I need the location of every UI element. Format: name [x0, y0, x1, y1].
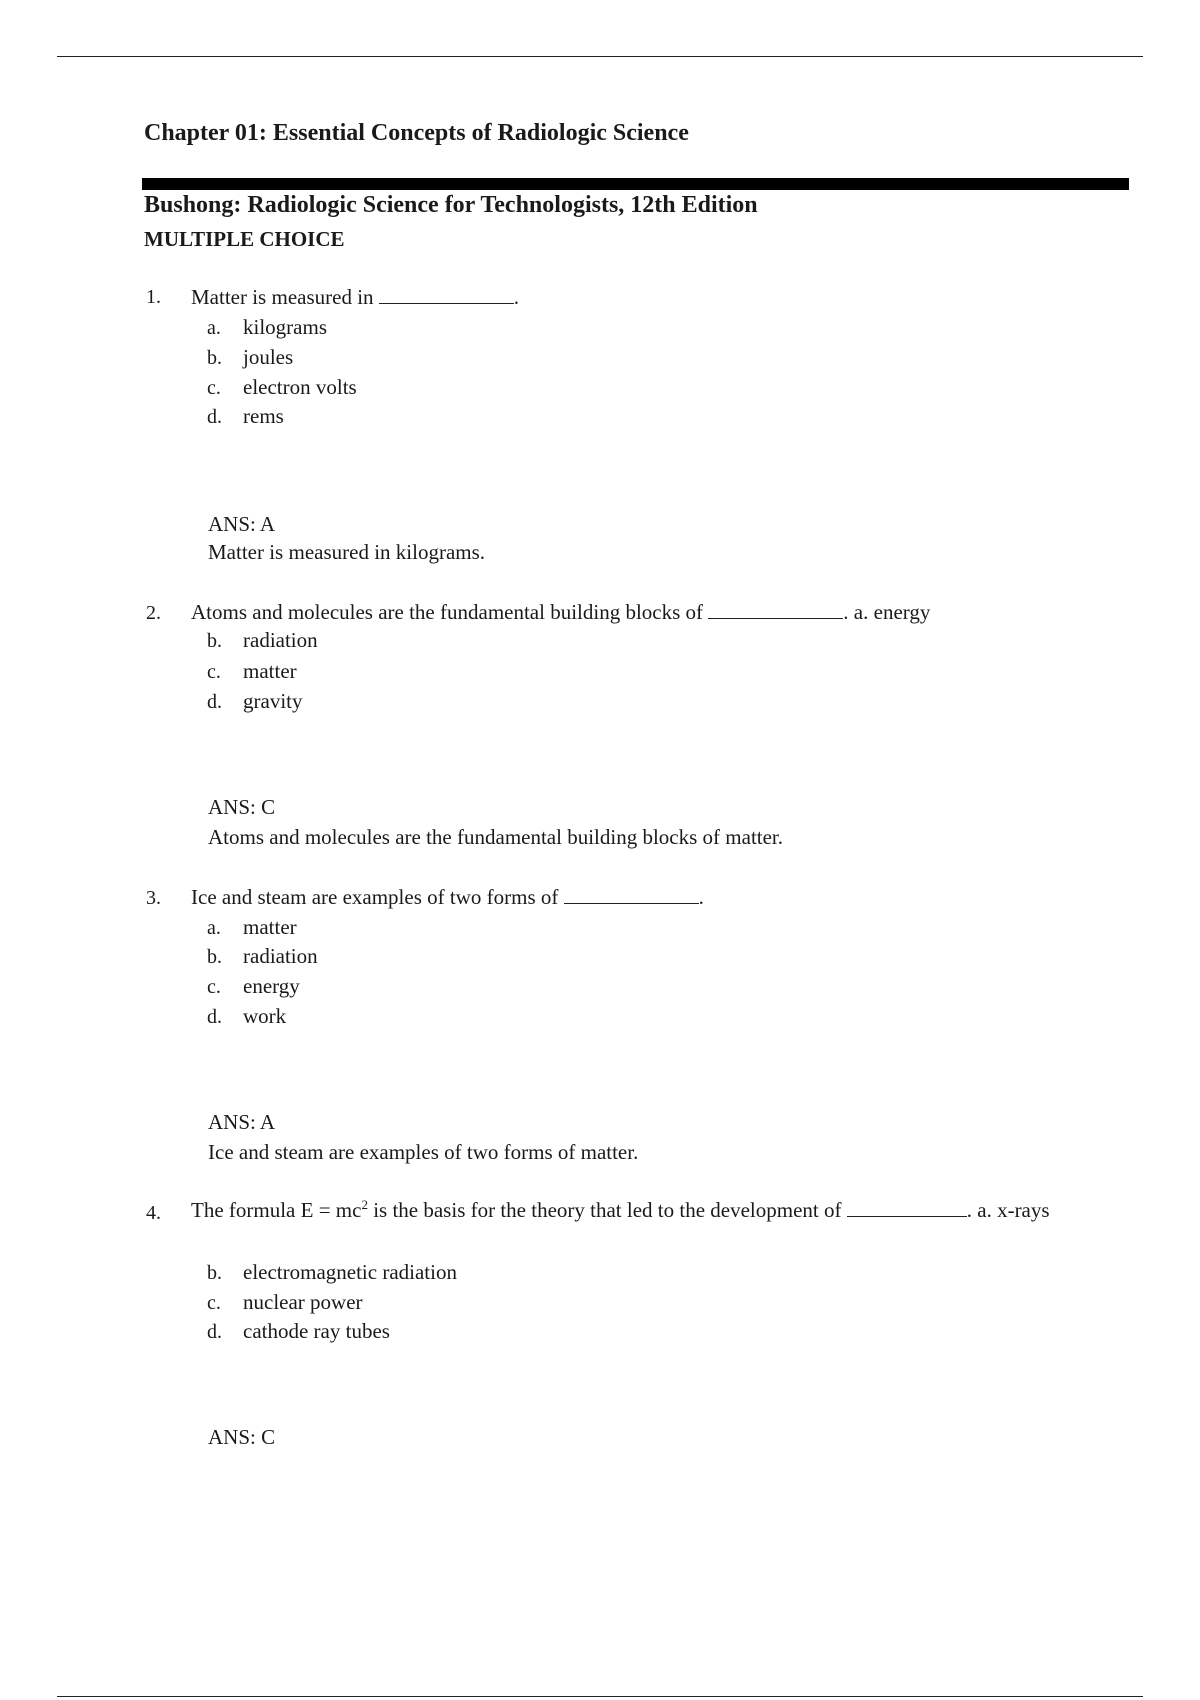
option-letter: d. — [207, 1321, 222, 1343]
option-text: gravity — [243, 689, 303, 713]
answer-rationale: Ice and steam are examples of two forms of matter. — [208, 1140, 639, 1164]
option-text: energy — [243, 974, 300, 998]
option-letter: d. — [207, 691, 222, 713]
answer-blank — [847, 1199, 967, 1217]
option-letter: c. — [207, 377, 221, 399]
question-number: 3. — [146, 887, 161, 909]
option-letter: b. — [207, 946, 222, 968]
answer-blank — [708, 601, 843, 619]
answer-rationale: Matter is measured in kilograms. — [208, 540, 486, 564]
option-text: electromagnetic radiation — [243, 1260, 457, 1284]
stem-text: . — [698, 885, 704, 909]
question-stem — [191, 600, 930, 625]
title-divider-bar — [142, 178, 1129, 190]
stem-text: The formula E = mc — [191, 1198, 362, 1222]
answer-key: ANS: A — [208, 512, 276, 536]
stem-text: is the basis for the theory that led to the development of — [367, 1198, 847, 1222]
option-text: radiation — [243, 944, 318, 968]
option-letter: b. — [207, 1262, 222, 1284]
question-number: 1. — [146, 286, 161, 308]
option-text: rems — [243, 404, 284, 428]
option-letter: d. — [207, 406, 222, 428]
option-text: matter — [243, 915, 297, 939]
option-text: kilograms — [243, 315, 327, 339]
stem-text: . a. energy — [843, 600, 931, 624]
option-letter: b. — [207, 347, 222, 369]
option-text: nuclear power — [243, 1290, 363, 1314]
answer-blank — [564, 886, 699, 904]
option-text: matter — [243, 659, 297, 683]
answer-key: ANS: C — [208, 795, 276, 819]
option-text: work — [243, 1004, 287, 1028]
option-letter: a. — [207, 317, 221, 339]
bottom-rule — [57, 1696, 1143, 1697]
question-stem — [191, 885, 704, 910]
question-number: 4. — [146, 1202, 161, 1224]
option-letter: c. — [207, 661, 221, 683]
section-heading: MULTIPLE CHOICE — [144, 227, 345, 251]
question-stem — [191, 285, 519, 310]
option-letter: a. — [207, 917, 221, 939]
stem-text: Atoms and molecules are the fundamental building blocks of — [191, 600, 709, 624]
top-rule — [57, 56, 1143, 57]
answer-key: ANS: C — [208, 1425, 276, 1449]
option-letter: d. — [207, 1006, 222, 1028]
answer-key: ANS: A — [208, 1110, 276, 1134]
book-title: Bushong: Radiologic Science for Technologists, 12th Edition — [144, 192, 758, 218]
answer-rationale: Atoms and molecules are the fundamental building blocks of matter. — [208, 825, 784, 849]
stem-text: Ice and steam are examples of two forms of — [191, 885, 564, 909]
stem-text: Matter is measured in — [191, 285, 379, 309]
question-stem — [191, 1195, 1125, 1225]
option-text: joules — [243, 345, 294, 369]
option-letter: b. — [207, 630, 222, 652]
superscript: 2 — [361, 1197, 368, 1212]
option-letter: c. — [207, 976, 221, 998]
answer-blank — [379, 286, 514, 304]
question-number: 2. — [146, 602, 161, 624]
option-letter: c. — [207, 1292, 221, 1314]
stem-text: . — [513, 285, 520, 309]
option-text: cathode ray tubes — [243, 1319, 390, 1343]
option-text: radiation — [243, 628, 318, 652]
chapter-title: Chapter 01: Essential Concepts of Radiologic Science — [144, 120, 689, 146]
stem-text: . a. x-rays — [966, 1198, 1050, 1222]
option-text: electron volts — [243, 375, 357, 399]
